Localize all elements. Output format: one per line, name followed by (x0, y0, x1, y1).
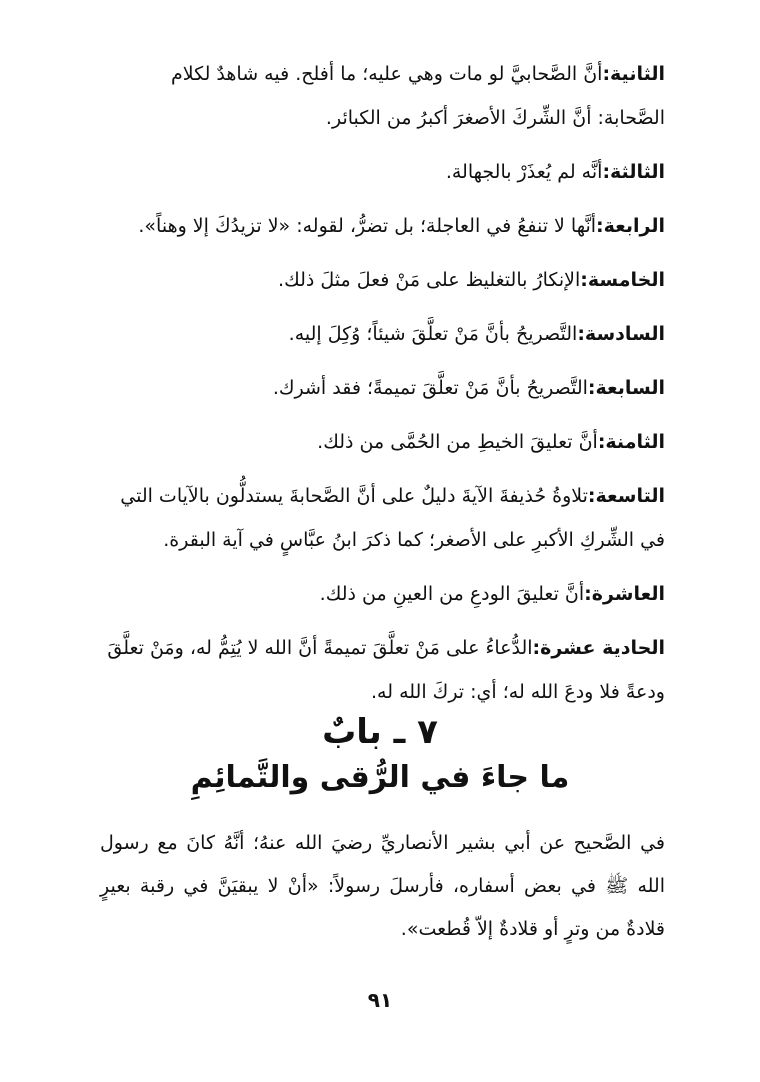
issue-text: أنَّه لم يُعذَرْ بالجهالة. (445, 161, 603, 183)
issue-9 (100, 474, 665, 562)
issue-label: الرابعة: (596, 215, 665, 237)
chapter-title: ما جاءَ في الرُّقى والتَّمائِمِ (190, 760, 570, 795)
issues-list (100, 52, 665, 724)
issue-label: العاشرة: (584, 583, 665, 605)
issue-text: أنَّ الصَّحابيَّ لو مات وهي عليه؛ ما أفلح. فيه شاهدٌ لكلام الصَّحابة: أنَّ الشِّركَ الأصغرَ أكبرُ من الكبائر. (171, 63, 665, 129)
issue-text: الدُّعاءُ على مَنْ تعلَّقَ تميمةً أنَّ الله لا يُتِمُّ له، ومَنْ تعلَّقَ ودعةً فلا ودعَ الله له؛ أي: تركَ الله له. (107, 637, 665, 703)
issue-5 (100, 258, 665, 302)
issue-text: تلاوةُ حُذيفةَ الآيةَ دليلٌ على أنَّ الصَّحابةَ يستدلُّون بالآيات التي في الشِّركِ الأكبرِ على الأصغر؛ كما ذكرَ ابنُ عبَّاسٍ في آية البقرة. (120, 485, 665, 551)
issue-text: الإنكارُ بالتغليظ على مَنْ فعلَ مثلَ ذلك. (278, 269, 581, 291)
issue-text: أنَّها لا تنفعُ في العاجلة؛ بل تضرُّ، لقوله: «لا تزيدُكَ إلا وهناً». (138, 215, 597, 237)
issue-label: الخامسة: (580, 269, 665, 291)
issue-11 (100, 626, 665, 714)
issue-text: التَّصريحُ بأنَّ مَنْ تعلَّقَ تميمةً؛ فقد أشرك. (272, 377, 588, 399)
issue-8 (100, 420, 665, 464)
issue-label: السابعة: (587, 377, 665, 399)
issue-4 (100, 204, 665, 248)
issue-10 (100, 572, 665, 616)
issue-text: أنَّ تعليقَ الخيطِ من الحُمَّى من ذلك. (317, 431, 598, 453)
issue-label: السادسة: (577, 323, 665, 345)
issue-2 (100, 52, 665, 140)
hadith-paragraph: في الصَّحيح عن أبي بشير الأنصاريِّ رضيَ الله عنهُ؛ أنَّهُ كانَ مع رسول الله ﷺ في بعض أسفاره، فأرسلَ رسولاً: «أنْ لا يبقيَنَّ في رقبة بعيرٍ قلادةٌ من وترٍ أو قلادةٌ إلاّ قُطعت». (100, 832, 665, 940)
page-number: ٩١ (367, 988, 393, 1012)
issue-label: الثالثة: (602, 161, 665, 183)
issue-label: الثانية: (602, 63, 665, 85)
issue-3 (100, 150, 665, 194)
issue-6 (100, 312, 665, 356)
issue-label: التاسعة: (587, 485, 665, 507)
issue-7 (100, 366, 665, 410)
issue-label: الثامنة: (597, 431, 665, 453)
issue-text: التَّصريحُ بأنَّ مَنْ تعلَّقَ شيئاً؛ وُكِلَ إليه. (288, 323, 578, 345)
issue-text: أنَّ تعليقَ الودعِ من العينِ من ذلك. (319, 583, 585, 605)
issue-label: الحادية عشرة: (532, 637, 665, 659)
chapter-number: ٧ ـ بابٌ (322, 712, 438, 752)
